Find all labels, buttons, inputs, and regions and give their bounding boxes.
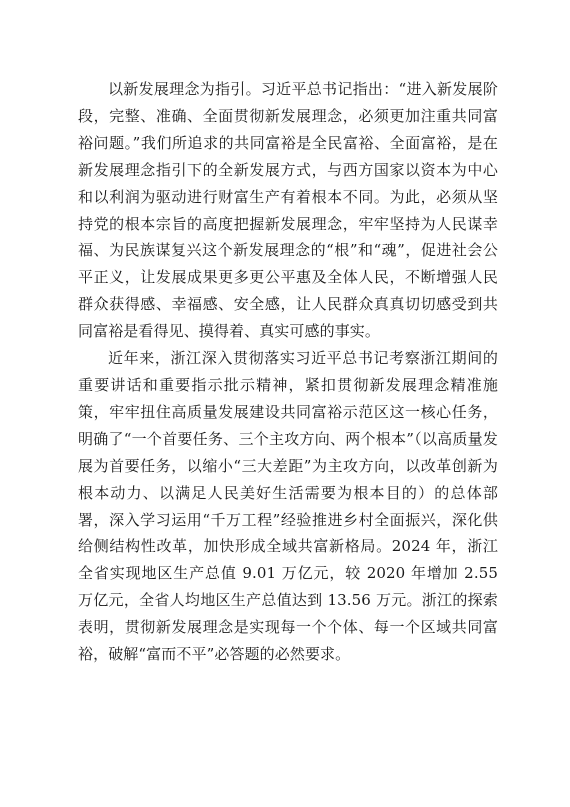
document-page (78, 76, 498, 668)
paragraph-new-development-philosophy: 以新发展理念为指引。习近平总书记指出：“进入新发展阶段，完整、准确、全面贯彻新发展理念，必须更加注重共同富裕问题。”我们所追求的共同富裕是全民富裕、全面富裕，是在新发展理念指引下的全新发展方式，与西方国家以资本为中心和以利润为驱动进行财富生产有着根本不同。为此，必须从坚持党的根本宗旨的高度把握新发展理念，牢牢坚持为人民谋幸福、为民族谋复兴这个新发展理念的“根”和“魂”，促进社会公平正义，让发展成果更多更公平惠及全体人民，不断增强人民群众获得感、幸福感、安全感，让人民群众真真切切感受到共同富裕是看得见、摸得着、真实可感的事实。 (78, 80, 498, 341)
paragraph-zhejiang-practice: 近年来，浙江深入贯彻落实习近平总书记考察浙江期间的重要讲话和重要指示批示精神，紧扣贯彻新发展理念精准施策，牢牢扭住高质量发展建设共同富裕示范区这一核心任务，明确了“一个首要任务、三个主攻方向、两个根本”（以高质量发展为首要任务，以缩小“三大差距”为主攻方向，以改革创新为根本动力、以满足人民美好生活需要为根本目的）的总体部署，深入学习运用“千万工程”经验推进乡村全面振兴，深化供给侧结构性改革，加快形成全域共富新格局。2024 年，浙江全省实现地区生产总值 9.01 万亿元，较 2020 年增加 2.55 万亿元，全省人均地区生产总值达到 13.56 万元。浙江的探索表明，贯彻新发展理念是实现每一个个体、每一个区域共同富裕，破解“富而不平”必答题的必然要求。 (78, 349, 498, 664)
